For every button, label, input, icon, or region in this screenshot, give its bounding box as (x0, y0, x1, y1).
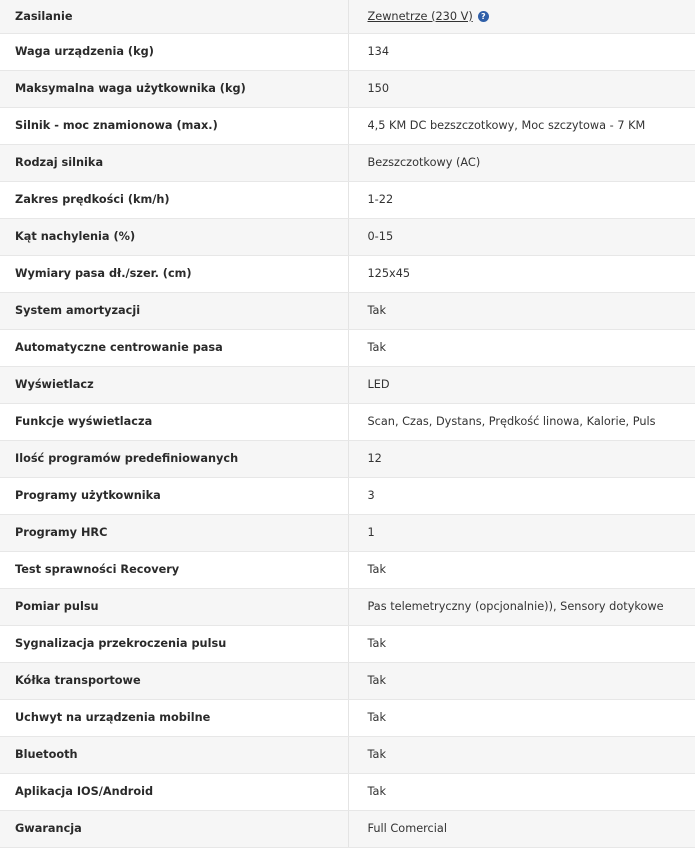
spec-label: Rodzaj silnika (0, 144, 348, 181)
spec-row (0, 366, 695, 403)
spec-label: Ilość programów predefiniowanych (0, 440, 348, 477)
spec-label: Waga urządzenia (kg) (0, 33, 348, 70)
spec-value: Full Comercial (348, 810, 695, 847)
spec-row (0, 440, 695, 477)
spec-value-cell (348, 0, 695, 33)
spec-row (0, 329, 695, 366)
spec-row (0, 551, 695, 588)
spec-label: Zakres prędkości (km/h) (0, 181, 348, 218)
spec-label: Programy HRC (0, 514, 348, 551)
spec-label: Sygnalizacja przekroczenia pulsu (0, 625, 348, 662)
spec-value: Tak (348, 699, 695, 736)
spec-value: 4,5 KM DC bezszczotkowy, Moc szczytowa - 7 KM (348, 107, 695, 144)
spec-label: Gwarancja (0, 810, 348, 847)
spec-row (0, 403, 695, 440)
spec-row (0, 699, 695, 736)
spec-value: 1 (348, 514, 695, 551)
spec-label: Funkcje wyświetlacza (0, 403, 348, 440)
spec-value: 125x45 (348, 255, 695, 292)
spec-row (0, 70, 695, 107)
spec-row (0, 144, 695, 181)
spec-label: Zasilanie (0, 0, 348, 33)
spec-value: LED (348, 366, 695, 403)
spec-row (0, 588, 695, 625)
spec-row (0, 181, 695, 218)
spec-label: Silnik - moc znamionowa (max.) (0, 107, 348, 144)
spec-label: Programy użytkownika (0, 477, 348, 514)
spec-label: Wyświetlacz (0, 366, 348, 403)
spec-value: Bezszczotkowy (AC) (348, 144, 695, 181)
spec-value: Tak (348, 662, 695, 699)
spec-value: 1-22 (348, 181, 695, 218)
spec-value: 3 (348, 477, 695, 514)
spec-value: Scan, Czas, Dystans, Prędkość linowa, Kalorie, Puls (348, 403, 695, 440)
spec-label: Wymiary pasa dł./szer. (cm) (0, 255, 348, 292)
spec-label: System amortyzacji (0, 292, 348, 329)
spec-row (0, 292, 695, 329)
spec-row (0, 662, 695, 699)
spec-value: 134 (348, 33, 695, 70)
spec-label: Bluetooth (0, 736, 348, 773)
spec-row (0, 255, 695, 292)
spec-value: Tak (348, 736, 695, 773)
spec-label: Kąt nachylenia (%) (0, 218, 348, 255)
spec-row (0, 107, 695, 144)
spec-label: Aplikacja IOS/Android (0, 773, 348, 810)
spec-label: Uchwyt na urządzenia mobilne (0, 699, 348, 736)
spec-row-power-supply (0, 0, 695, 33)
spec-row (0, 477, 695, 514)
spec-value: 12 (348, 440, 695, 477)
spec-label: Test sprawności Recovery (0, 551, 348, 588)
spec-label: Kółka transportowe (0, 662, 348, 699)
spec-value: 150 (348, 70, 695, 107)
spec-value: Tak (348, 625, 695, 662)
spec-row (0, 810, 695, 847)
spec-row (0, 514, 695, 551)
spec-row (0, 218, 695, 255)
spec-label: Maksymalna waga użytkownika (kg) (0, 70, 348, 107)
spec-row (0, 773, 695, 810)
spec-label: Automatyczne centrowanie pasa (0, 329, 348, 366)
power-supply-link[interactable]: Zewnetrze (230 V) (367, 9, 473, 23)
spec-value: Tak (348, 292, 695, 329)
spec-value: 0-15 (348, 218, 695, 255)
spec-label: Pomiar pulsu (0, 588, 348, 625)
spec-row (0, 33, 695, 70)
spec-value: Tak (348, 773, 695, 810)
spec-value: Pas telemetryczny (opcjonalnie)), Sensory dotykowe (348, 588, 695, 625)
spec-value: Tak (348, 551, 695, 588)
spec-row (0, 625, 695, 662)
question-circle-icon[interactable]: ? (478, 11, 489, 22)
spec-row (0, 736, 695, 773)
spec-value: Tak (348, 329, 695, 366)
